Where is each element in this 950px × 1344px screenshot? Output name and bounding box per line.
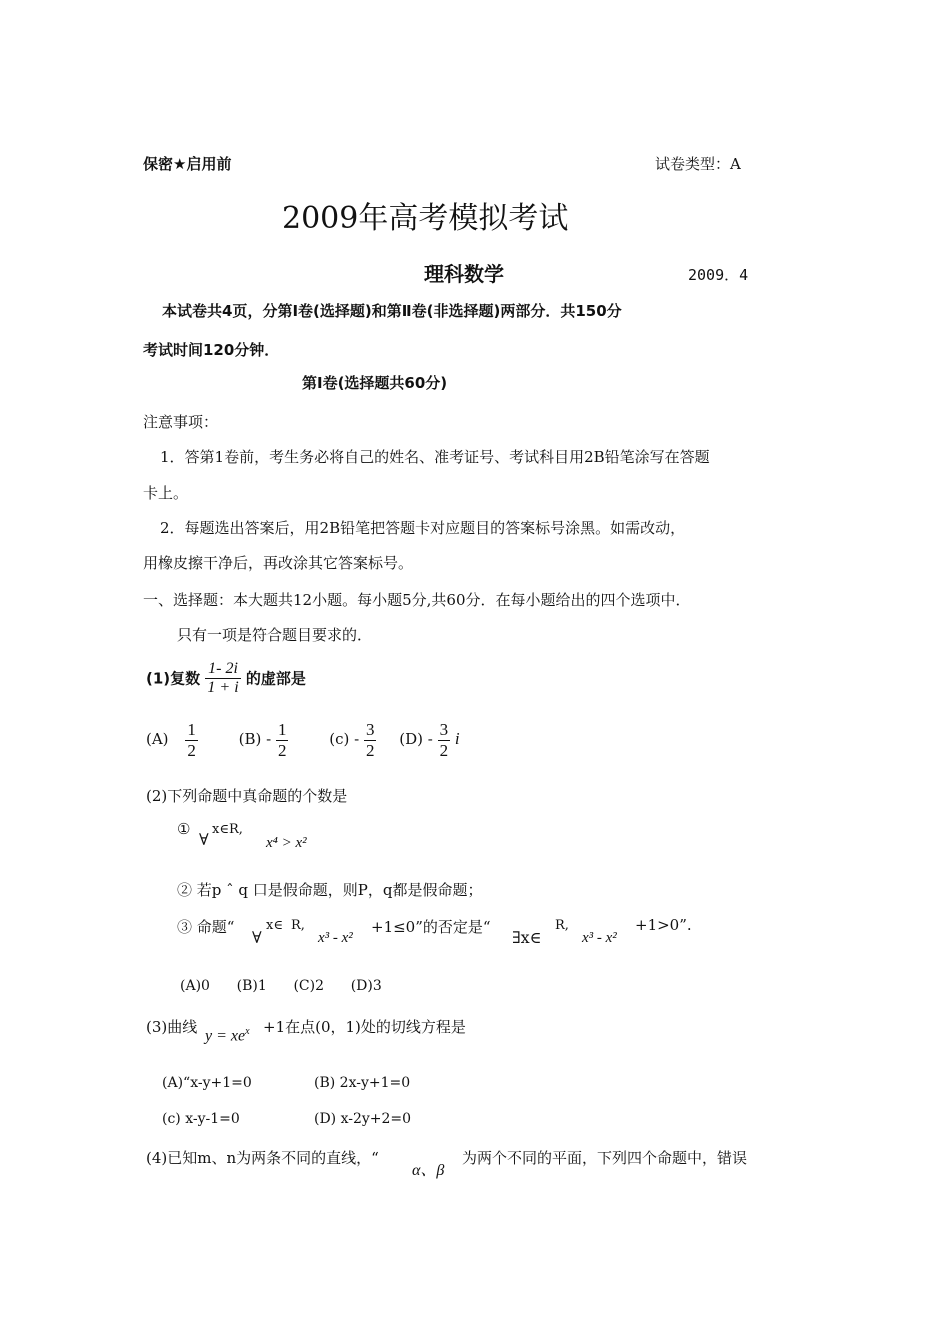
forall-icon: ∀ — [252, 928, 262, 947]
q1-prefix: (1)复数 — [146, 669, 201, 688]
paper-type-label: 试卷类型：A — [655, 155, 741, 173]
q1-suffix: 的虚部是 — [245, 669, 306, 688]
q3-expr-base: y = xe — [205, 1027, 246, 1045]
q1-numerator: 1- 2i — [208, 660, 238, 677]
q3-option-a: (A)“x-y+1=0 — [162, 1075, 252, 1091]
intro-line-2: 考试时间120分钟． — [143, 341, 280, 359]
note-1-line-1: 1．答第1卷前，考生务必将自己的姓名、准考证号、考试科目用2B铅笔涂写在答题 — [160, 448, 710, 466]
q2-statement-3-start: ③ 命题“ — [177, 918, 235, 936]
q2-statement-2: ② 若p ˆ q 口是假命题，则P，q都是假命题； — [177, 881, 483, 899]
question-2: (2)下列命题中真命题的个数是 — [146, 787, 348, 805]
q1-b-num: 1 — [277, 720, 287, 739]
q1-option-d: (D) - — [399, 730, 433, 749]
q2-options: (A)0 (B)1 (C)2 (D)3 — [180, 978, 382, 994]
q3-suffix: +1在点(0，1)处的切线方程是 — [263, 1018, 466, 1036]
note-2-line-2: 用橡皮擦干净后，再改涂其它答案标号。 — [143, 554, 414, 572]
q1-option-b-fraction — [276, 720, 289, 760]
note-1-line-2: 卡上。 — [143, 484, 189, 502]
q1-a-den: 2 — [187, 740, 196, 760]
q1-c-num: 3 — [365, 720, 375, 739]
section-one-line-2: 只有一项是符合题目要求的． — [177, 626, 373, 644]
q1-option-b: (B) - — [238, 730, 272, 749]
q1-option-c-fraction — [364, 720, 377, 760]
notes-heading: 注意事项： — [143, 413, 219, 431]
forall-icon: ∀ — [199, 830, 209, 849]
q1-option-d-fraction — [438, 720, 451, 760]
q3-expr-exponent: x — [245, 1026, 250, 1037]
q2-s3-R: R, — [291, 918, 305, 933]
q1-option-a: (A) — [146, 730, 169, 749]
section-one-line-1: 一、选择题：本大题共12小题。每小题5分,共60分．在每小题给出的四个选项中． — [143, 591, 691, 609]
section1-title: 第Ⅰ卷(选择题共60分) — [302, 374, 448, 392]
q1-fraction — [205, 660, 240, 698]
q1-d-den: 2 — [439, 740, 449, 760]
q1-option-d-tail: i — [454, 729, 460, 749]
q2-s1-domain: x∈R, — [212, 822, 243, 837]
q2-statement-3-middle: +1≤0”的否定是“ — [371, 918, 491, 936]
q1-a-num: 1 — [187, 720, 196, 739]
q3-option-c: (c) x-y-1=0 — [162, 1111, 240, 1127]
q1-option-a-fraction — [185, 720, 198, 760]
q1-options — [146, 720, 460, 760]
q4-suffix: 为两个不同的平面，下列四个命题中，错误 — [462, 1149, 748, 1167]
exists-icon: ∃x∈ — [512, 928, 542, 947]
q3-expression — [205, 1026, 250, 1045]
note-2-line-1: 2．每题选出答案后，用2B铅笔把答题卡对应题目的答案标号涂黑。如需改动， — [160, 519, 686, 537]
exam-date: 2009．4 — [688, 266, 749, 284]
q1-b-den: 2 — [277, 740, 287, 760]
q1-denominator: 1 + i — [207, 679, 239, 697]
q4-prefix: (4)已知m、n为两条不同的直线，“ — [146, 1149, 379, 1167]
q1-c-den: 2 — [365, 740, 375, 760]
q1-d-num: 3 — [439, 720, 449, 739]
q2-s3-x: x∈ — [266, 918, 283, 933]
q2-statement-3-end: +1>0”. — [635, 916, 692, 934]
q3-option-d: (D) x-2y+2=0 — [314, 1111, 412, 1127]
confidential-label: 保密★启用前 — [143, 155, 232, 173]
question-1 — [146, 660, 306, 698]
q2-s3-R-2: R, — [555, 918, 569, 933]
q4-greek-planes: α、β — [412, 1162, 445, 1179]
q1-option-c: (c) - — [329, 730, 360, 749]
subject-title: 理科数学 — [424, 262, 504, 286]
q2-s3-expression-2: x³ - x² — [582, 930, 617, 946]
q3-prefix: (3)曲线 — [146, 1018, 198, 1036]
intro-line-1: 本试卷共4页，分第Ⅰ卷(选择题)和第Ⅱ卷(非选择题)两部分．共150分 — [162, 302, 622, 320]
q3-option-b: (B) 2x-y+1=0 — [314, 1075, 411, 1091]
q2-statement-1-label: ① — [177, 820, 191, 838]
q2-s1-expression: x⁴ > x² — [266, 835, 307, 851]
q2-s3-expression-1: x³ - x² — [318, 930, 353, 946]
page-title: 2009年高考模拟考试 — [282, 201, 569, 236]
